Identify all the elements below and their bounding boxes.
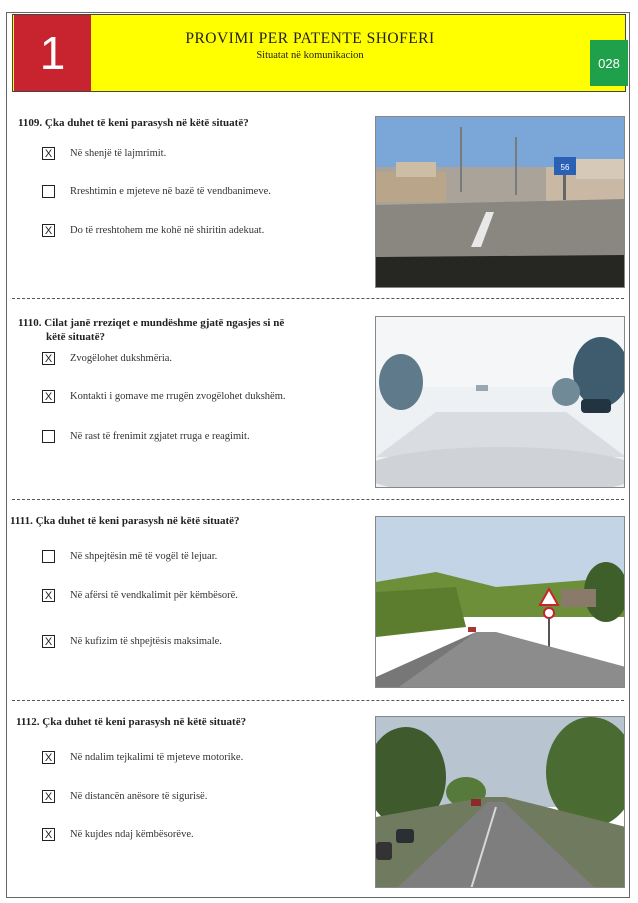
photo-1110-snowy-road [375, 316, 625, 488]
option-label: Zvogëlohet dukshmëria. [70, 353, 173, 364]
checkbox[interactable]: X [42, 390, 55, 403]
road-sign-number: 56 [560, 163, 570, 172]
question-1110-text: 1110. Cilat janë rreziqet e mundëshme gjatë ngasjes si në [18, 317, 285, 329]
checkbox[interactable]: X [42, 790, 55, 803]
option-label: Në ndalim tejkalimi të mjeteve motorike. [70, 752, 244, 763]
option-label: Në kufizim të shpejtësis maksimale. [70, 636, 222, 647]
page-title: PROVIMI PER PATENTE SHOFERI [185, 30, 435, 47]
checkbox[interactable] [42, 185, 55, 198]
page-subtitle: Situatat në komunikacion [256, 50, 364, 61]
section-number: 1 [14, 15, 91, 91]
option-label: Rreshtimin e mjeteve në bazë të vendbanimeve. [70, 186, 271, 197]
photo-1111-rural-road [375, 516, 625, 688]
checkbox[interactable] [42, 550, 55, 563]
option-label: Në distancën anësore të sigurisë. [70, 791, 208, 802]
photo-1109-urban-road [375, 116, 625, 288]
checkbox[interactable]: X [42, 589, 55, 602]
checkbox[interactable]: X [42, 352, 55, 365]
checkbox[interactable]: X [42, 751, 55, 764]
section-divider [12, 499, 624, 500]
option-label: Në rast të frenimit zgjatet rruga e reagimit. [70, 431, 250, 442]
section-divider [12, 298, 624, 299]
option-label: Do të rreshtohem me kohë në shiritin adekuat. [70, 225, 265, 236]
question-1112-text: 1112. Çka duhet të keni parasysh në këtë situatë? [16, 716, 247, 728]
option-label: Në shpejtësin më të vogël të lejuar. [70, 551, 218, 562]
section-divider [12, 700, 624, 701]
option-label: Kontakti i gomave me rrugën zvogëlohet dukshëm. [70, 391, 286, 402]
checkbox[interactable]: X [42, 224, 55, 237]
checkbox[interactable]: X [42, 147, 55, 160]
page-code: 028 [590, 40, 628, 86]
checkbox[interactable]: X [42, 635, 55, 648]
option-label: Në shenjë të lajmrimit. [70, 148, 167, 159]
photo-1112-tree-lined-road [375, 716, 625, 888]
question-1110-text-continued: këtë situatë? [46, 331, 105, 343]
checkbox[interactable] [42, 430, 55, 443]
option-label: Në kujdes ndaj këmbësorëve. [70, 829, 194, 840]
question-1111-text: 1111. Çka duhet të keni parasysh në këtë situatë? [10, 515, 240, 527]
option-label: Në afërsi të vendkalimit për këmbësorë. [70, 590, 238, 601]
question-1109-text: 1109. Çka duhet të keni parasysh në këtë situatë? [18, 117, 249, 129]
checkbox[interactable]: X [42, 828, 55, 841]
